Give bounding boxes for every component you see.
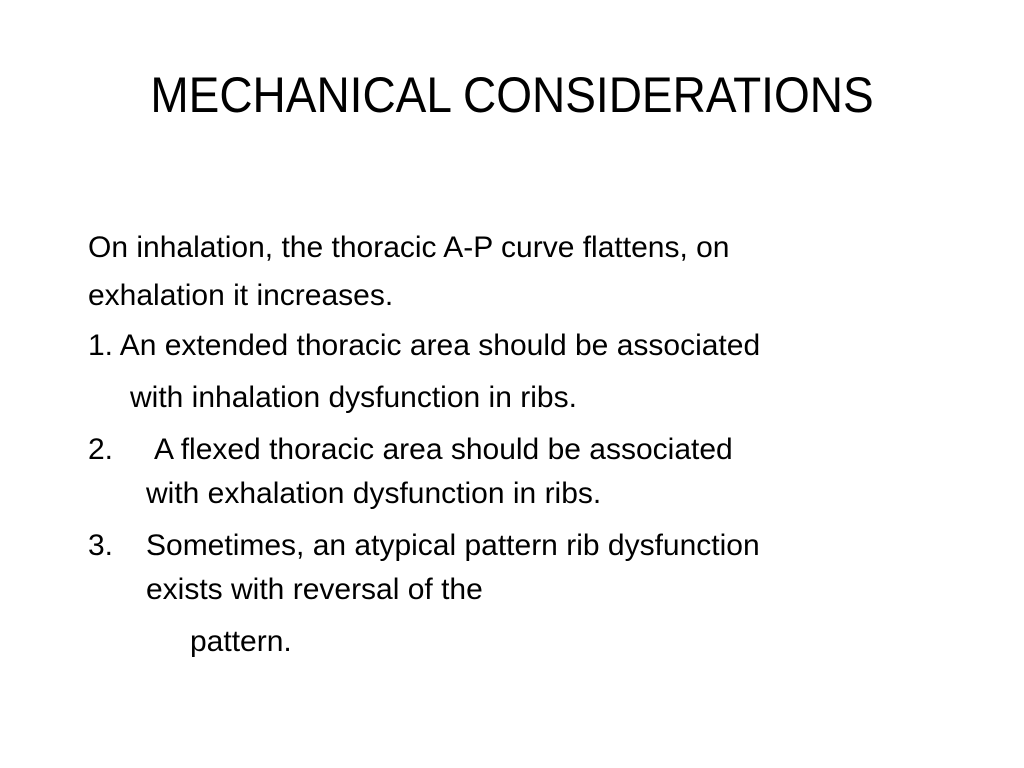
item-2-line-2: with exhalation dysfunction in ribs.	[146, 477, 602, 510]
item-3-line-3: pattern.	[190, 625, 292, 658]
item-3-line-2: exists with reversal of the	[146, 573, 483, 606]
item-1-line-1: 1. An extended thoracic area should be associated	[88, 329, 761, 362]
item-2-number: 2.	[88, 433, 114, 466]
item-3-line-1: Sometimes, an atypical pattern rib dysfunction	[146, 529, 760, 562]
item-3-number: 3.	[88, 529, 114, 562]
intro-line-1: On inhalation, the thoracic A-P curve flattens, on	[88, 231, 730, 264]
item-2-line-1: A flexed thoracic area should be associated	[154, 433, 733, 466]
item-1-line-2: with inhalation dysfunction in ribs.	[130, 381, 577, 414]
slide-title: MECHANICAL CONSIDERATIONS	[150, 67, 874, 123]
intro-line-2: exhalation it increases.	[88, 279, 394, 312]
